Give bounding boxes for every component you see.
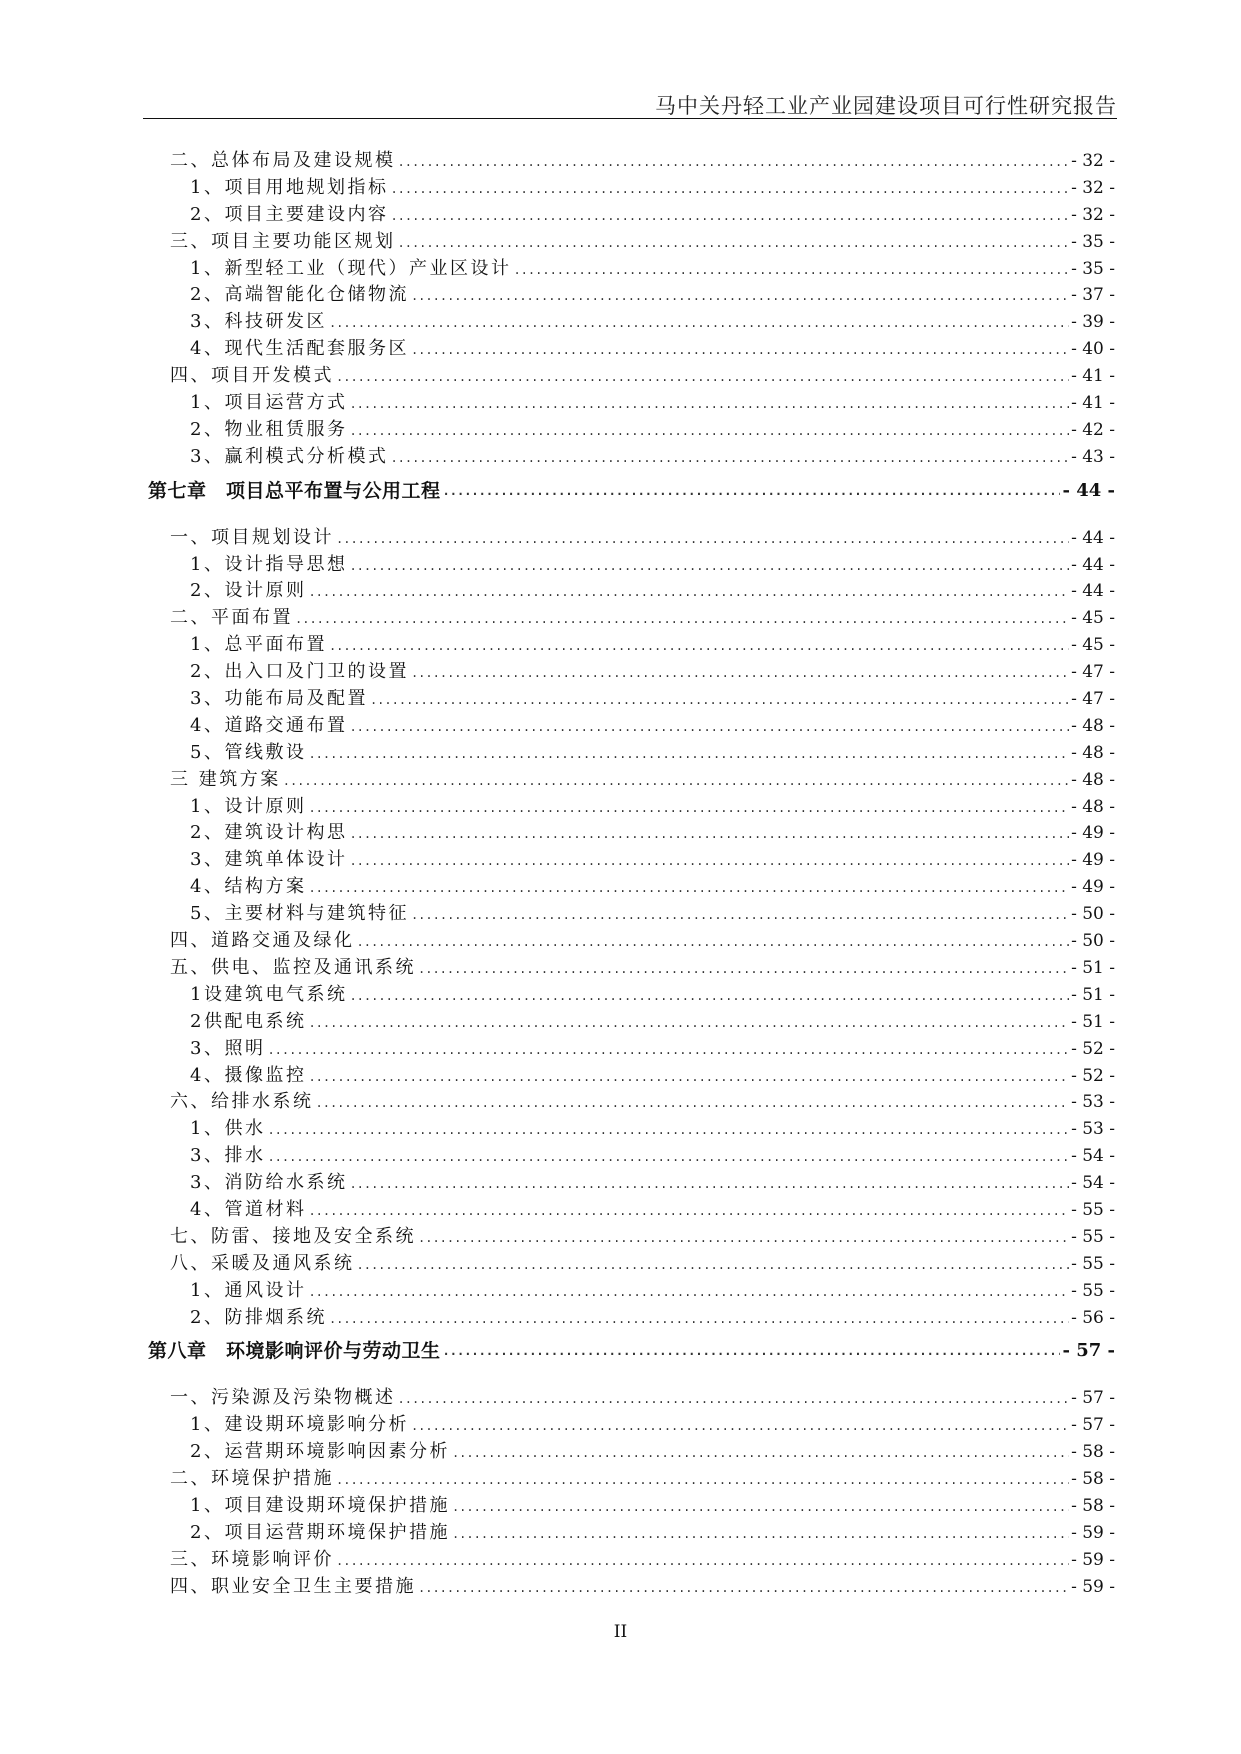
toc-subsection-entry[interactable] <box>148 1036 1115 1063</box>
toc-dot-leader <box>329 1306 1069 1333</box>
toc-dot-leader <box>370 687 1069 714</box>
toc-entry-label: 1、项目运营方式 <box>190 392 348 414</box>
footer-page-number: II <box>613 1622 628 1642</box>
toc-dot-leader <box>329 310 1069 337</box>
toc-entry-label: 2、建筑设计构思 <box>190 822 348 844</box>
toc-entry-page: - 41 - <box>1071 393 1115 414</box>
toc-entry-label: 四、项目开发模式 <box>170 365 334 387</box>
toc-entry-page: - 42 - <box>1071 419 1115 440</box>
toc-dot-leader <box>316 1090 1070 1117</box>
header-rule <box>143 118 1117 119</box>
toc-entry-label: 3、排水 <box>190 1145 266 1167</box>
toc-subsection-entry[interactable] <box>148 1493 1115 1520</box>
toc-dot-leader <box>443 1331 1061 1371</box>
toc-dot-leader <box>336 1548 1069 1575</box>
toc-section-entry[interactable] <box>148 148 1115 175</box>
toc-section-entry[interactable] <box>148 605 1115 632</box>
toc-entry-label: 1、项目建设期环境保护措施 <box>190 1494 450 1516</box>
toc-entry-page: - 54 - <box>1071 1146 1115 1167</box>
toc-entry-page: - 55 - <box>1071 1226 1115 1247</box>
toc-entry-page: - 54 - <box>1071 1173 1115 1194</box>
toc-dot-leader <box>308 1198 1069 1225</box>
toc-entry-label: 4、现代生活配套服务区 <box>190 338 409 360</box>
toc-entry-page: - 49 - <box>1071 850 1115 871</box>
toc-dot-leader <box>349 848 1069 875</box>
toc-entry-label: 二、环境保护措施 <box>170 1468 334 1490</box>
toc-entry-label: 七、防雷、接地及安全系统 <box>170 1225 416 1247</box>
toc-section-entry[interactable] <box>148 1089 1115 1116</box>
toc-entry-page: - 58 - <box>1071 1469 1115 1490</box>
toc-subsection-entry[interactable] <box>148 202 1115 229</box>
toc-entry-label: 八、采暖及通风系统 <box>170 1252 355 1274</box>
toc-entry-label: 三、环境影响评价 <box>170 1548 334 1570</box>
toc-entry-page: - 52 - <box>1071 1038 1115 1059</box>
toc-entry-label: 1、通风设计 <box>190 1279 307 1301</box>
toc-entry-page: - 51 - <box>1071 957 1115 978</box>
toc-subsection-entry[interactable] <box>148 552 1115 579</box>
toc-subsection-entry[interactable] <box>148 740 1115 767</box>
toc-subsection-entry[interactable] <box>148 417 1115 444</box>
toc-section-entry[interactable] <box>148 1547 1115 1574</box>
toc-dot-leader <box>283 768 1069 795</box>
toc-entry-page: - 44 - <box>1071 527 1115 548</box>
toc-dot-leader <box>267 1117 1069 1144</box>
toc-subsection-entry[interactable] <box>148 1305 1115 1332</box>
toc-entry-label: 第八章 环境影响评价与劳动卫生 <box>148 1340 441 1363</box>
toc-entry-page: - 35 - <box>1071 258 1115 279</box>
toc-subsection-entry[interactable] <box>148 175 1115 202</box>
toc-entry-label: 4、道路交通布置 <box>190 714 348 736</box>
toc-entry-label: 4、管道材料 <box>190 1198 307 1220</box>
toc-entry-label: 2、防排烟系统 <box>190 1306 327 1328</box>
toc-dot-leader <box>357 1252 1070 1279</box>
toc-dot-leader <box>349 714 1069 741</box>
toc-subsection-entry[interactable] <box>148 390 1115 417</box>
toc-dot-leader <box>267 1037 1069 1064</box>
toc-entry-label: 二、总体布局及建设规模 <box>170 150 396 171</box>
toc-subsection-entry[interactable] <box>148 1143 1115 1170</box>
toc-entry-page: - 53 - <box>1071 1092 1115 1113</box>
table-of-contents <box>148 148 1115 1601</box>
toc-entry-page: - 59 - <box>1071 1549 1115 1570</box>
toc-dot-leader <box>411 283 1069 310</box>
toc-entry-page: - 51 - <box>1071 1011 1115 1032</box>
toc-subsection-entry[interactable] <box>148 982 1115 1009</box>
toc-dot-leader <box>390 445 1069 472</box>
toc-entry-label: 2、项目运营期环境保护措施 <box>190 1521 450 1543</box>
toc-dot-leader <box>336 526 1069 553</box>
toc-subsection-entry[interactable] <box>148 1009 1115 1036</box>
toc-dot-leader <box>308 1064 1069 1091</box>
toc-entry-page: - 45 - <box>1071 608 1115 629</box>
toc-entry-page: - 59 - <box>1071 1576 1115 1597</box>
toc-entry-page: - 37 - <box>1071 285 1115 306</box>
toc-entry-page: - 50 - <box>1071 904 1115 925</box>
toc-dot-leader <box>357 929 1070 956</box>
toc-section-entry[interactable] <box>148 229 1115 256</box>
toc-entry-label: 3、科技研发区 <box>190 311 327 333</box>
toc-dot-leader <box>418 1575 1069 1602</box>
toc-entry-page: - 59 - <box>1071 1522 1115 1543</box>
toc-entry-label: 第七章 项目总平布置与公用工程 <box>148 479 441 502</box>
toc-entry-label: 3、功能布局及配置 <box>190 688 368 710</box>
toc-dot-leader <box>329 633 1069 660</box>
toc-subsection-entry[interactable] <box>148 1063 1115 1090</box>
toc-entry-page: - 50 - <box>1071 931 1115 952</box>
toc-entry-page: - 52 - <box>1071 1065 1115 1086</box>
toc-dot-leader <box>349 821 1069 848</box>
toc-dot-leader <box>411 902 1069 929</box>
toc-entry-label: 三 建筑方案 <box>170 768 281 790</box>
toc-dot-leader <box>308 795 1069 822</box>
toc-entry-label: 1、供水 <box>190 1118 266 1140</box>
toc-entry-label: 3、赢利模式分析模式 <box>190 445 389 467</box>
toc-entry-label: 二、平面布置 <box>170 607 293 629</box>
toc-subsection-entry[interactable] <box>148 632 1115 659</box>
toc-section-entry[interactable] <box>148 1251 1115 1278</box>
toc-subsection-entry[interactable] <box>148 1278 1115 1305</box>
toc-entry-label: 3、照明 <box>190 1037 266 1059</box>
toc-subsection-entry[interactable] <box>148 309 1115 336</box>
toc-entry-label: 一、项目规划设计 <box>170 526 334 548</box>
toc-entry-page: - 49 - <box>1071 877 1115 898</box>
toc-entry-label: 1、设计指导思想 <box>190 553 348 575</box>
toc-entry-page: - 49 - <box>1071 823 1115 844</box>
toc-entry-page: - 53 - <box>1071 1119 1115 1140</box>
toc-dot-leader <box>336 1467 1069 1494</box>
toc-entry-label: 2、设计原则 <box>190 580 307 602</box>
toc-entry-page: - 43 - <box>1071 446 1115 467</box>
toc-section-entry[interactable] <box>148 1574 1115 1601</box>
toc-entry-label: 2、高端智能化仓储物流 <box>190 284 409 306</box>
toc-subsection-entry[interactable] <box>148 256 1115 283</box>
toc-subsection-entry[interactable] <box>148 1412 1115 1439</box>
toc-entry-page: - 44 - <box>1062 479 1115 501</box>
toc-dot-leader <box>390 203 1069 230</box>
toc-entry-page: - 32 - <box>1071 151 1115 171</box>
toc-dot-leader <box>295 606 1069 633</box>
toc-entry-label: 3、建筑单体设计 <box>190 849 348 871</box>
toc-dot-leader <box>452 1440 1069 1467</box>
running-header-title: 马中关丹轻工业产业园建设项目可行性研究报告 <box>655 94 1117 118</box>
toc-subsection-entry[interactable] <box>148 1439 1115 1466</box>
toc-entry-label: 1、建设期环境影响分析 <box>190 1414 409 1436</box>
toc-dot-leader <box>308 1010 1069 1037</box>
toc-entry-page: - 44 - <box>1071 581 1115 602</box>
toc-dot-leader <box>452 1521 1069 1548</box>
toc-entry-page: - 55 - <box>1071 1199 1115 1220</box>
toc-chapter-entry[interactable] <box>148 1331 1115 1385</box>
toc-dot-leader <box>411 1413 1069 1440</box>
toc-entry-label: 1、新型轻工业（现代）产业区设计 <box>190 257 512 279</box>
toc-entry-page: - 55 - <box>1071 1253 1115 1274</box>
toc-dot-leader <box>390 176 1069 203</box>
toc-section-entry[interactable] <box>148 1466 1115 1493</box>
toc-section-entry[interactable] <box>148 1224 1115 1251</box>
toc-dot-leader <box>443 471 1061 511</box>
toc-dot-leader <box>308 875 1069 902</box>
toc-entry-label: 2、项目主要建设内容 <box>190 203 389 225</box>
toc-dot-leader <box>411 337 1069 364</box>
toc-subsection-entry[interactable] <box>148 1520 1115 1547</box>
toc-dot-leader <box>411 660 1069 687</box>
toc-entry-page: - 47 - <box>1071 662 1115 683</box>
toc-subsection-entry[interactable] <box>148 686 1115 713</box>
toc-dot-leader <box>452 1494 1069 1521</box>
toc-dot-leader <box>398 230 1070 257</box>
toc-entry-label: 2、运营期环境影响因素分析 <box>190 1441 450 1463</box>
toc-entry-label: 2、出入口及门卫的设置 <box>190 661 409 683</box>
toc-dot-leader <box>308 741 1069 768</box>
toc-entry-page: - 39 - <box>1071 312 1115 333</box>
toc-entry-label: 2供配电系统 <box>190 1010 307 1032</box>
toc-dot-leader <box>418 956 1069 983</box>
toc-entry-page: - 56 - <box>1071 1307 1115 1328</box>
toc-entry-page: - 58 - <box>1071 1442 1115 1463</box>
toc-dot-leader <box>349 1171 1069 1198</box>
toc-subsection-entry[interactable] <box>148 874 1115 901</box>
toc-entry-label: 四、道路交通及绿化 <box>170 930 355 952</box>
toc-entry-label: 4、结构方案 <box>190 876 307 898</box>
toc-subsection-entry[interactable] <box>148 901 1115 928</box>
toc-entry-label: 一、污染源及污染物概述 <box>170 1387 396 1409</box>
toc-dot-leader <box>349 418 1069 445</box>
toc-entry-page: - 32 - <box>1071 177 1115 198</box>
toc-dot-leader <box>398 1386 1070 1413</box>
toc-entry-label: 2、物业租赁服务 <box>190 418 348 440</box>
toc-entry-page: - 55 - <box>1071 1280 1115 1301</box>
toc-subsection-entry[interactable] <box>148 1116 1115 1143</box>
toc-entry-label: 1、总平面布置 <box>190 634 327 656</box>
toc-entry-label: 1、项目用地规划指标 <box>190 176 389 198</box>
toc-section-entry[interactable] <box>148 525 1115 552</box>
toc-subsection-entry[interactable] <box>148 1197 1115 1224</box>
toc-dot-leader <box>513 257 1069 284</box>
toc-entry-page: - 32 - <box>1071 204 1115 225</box>
toc-entry-page: - 48 - <box>1071 742 1115 763</box>
toc-dot-leader <box>349 391 1069 418</box>
toc-entry-label: 四、职业安全卫生主要措施 <box>170 1575 416 1597</box>
toc-subsection-entry[interactable] <box>148 578 1115 605</box>
toc-entry-label: 1、设计原则 <box>190 795 307 817</box>
toc-entry-page: - 57 - <box>1071 1415 1115 1436</box>
toc-dot-leader <box>418 1225 1069 1252</box>
toc-entry-page: - 58 - <box>1071 1495 1115 1516</box>
toc-entry-page: - 40 - <box>1071 339 1115 360</box>
toc-entry-label: 5、管线敷设 <box>190 741 307 763</box>
toc-section-entry[interactable] <box>148 767 1115 794</box>
toc-subsection-entry[interactable] <box>148 336 1115 363</box>
toc-entry-page: - 41 - <box>1071 366 1115 387</box>
toc-entry-page: - 48 - <box>1071 769 1115 790</box>
toc-dot-leader <box>349 983 1069 1010</box>
toc-dot-leader <box>308 579 1069 606</box>
toc-chapter-entry[interactable] <box>148 471 1115 525</box>
toc-entry-page: - 51 - <box>1071 984 1115 1005</box>
toc-dot-leader <box>308 1279 1069 1306</box>
toc-entry-label: 1设建筑电气系统 <box>190 983 348 1005</box>
toc-entry-label: 五、供电、监控及通讯系统 <box>170 956 416 978</box>
toc-entry-page: - 57 - <box>1071 1388 1115 1409</box>
toc-subsection-entry[interactable] <box>148 820 1115 847</box>
toc-subsection-entry[interactable] <box>148 794 1115 821</box>
toc-entry-page: - 57 - <box>1062 1340 1115 1362</box>
toc-dot-leader <box>267 1144 1069 1171</box>
toc-section-entry[interactable] <box>148 955 1115 982</box>
toc-dot-leader <box>336 364 1069 391</box>
toc-dot-leader <box>398 149 1070 176</box>
toc-subsection-entry[interactable] <box>148 444 1115 471</box>
toc-entry-label: 4、摄像监控 <box>190 1064 307 1086</box>
toc-entry-page: - 48 - <box>1071 796 1115 817</box>
toc-dot-leader <box>349 553 1069 580</box>
toc-entry-label: 六、给排水系统 <box>170 1091 314 1113</box>
toc-subsection-entry[interactable] <box>148 1170 1115 1197</box>
toc-entry-page: - 47 - <box>1071 689 1115 710</box>
toc-entry-label: 三、项目主要功能区规划 <box>170 230 396 252</box>
toc-entry-label: 5、主要材料与建筑特征 <box>190 903 409 925</box>
toc-subsection-entry[interactable] <box>148 847 1115 874</box>
toc-entry-page: - 45 - <box>1071 635 1115 656</box>
toc-entry-label: 3、消防给水系统 <box>190 1172 348 1194</box>
toc-subsection-entry[interactable] <box>148 713 1115 740</box>
toc-entry-page: - 48 - <box>1071 715 1115 736</box>
toc-entry-page: - 44 - <box>1071 554 1115 575</box>
toc-section-entry[interactable] <box>148 1385 1115 1412</box>
toc-section-entry[interactable] <box>148 928 1115 955</box>
toc-section-entry[interactable] <box>148 363 1115 390</box>
toc-entry-page: - 35 - <box>1071 231 1115 252</box>
toc-subsection-entry[interactable] <box>148 659 1115 686</box>
toc-subsection-entry[interactable] <box>148 282 1115 309</box>
